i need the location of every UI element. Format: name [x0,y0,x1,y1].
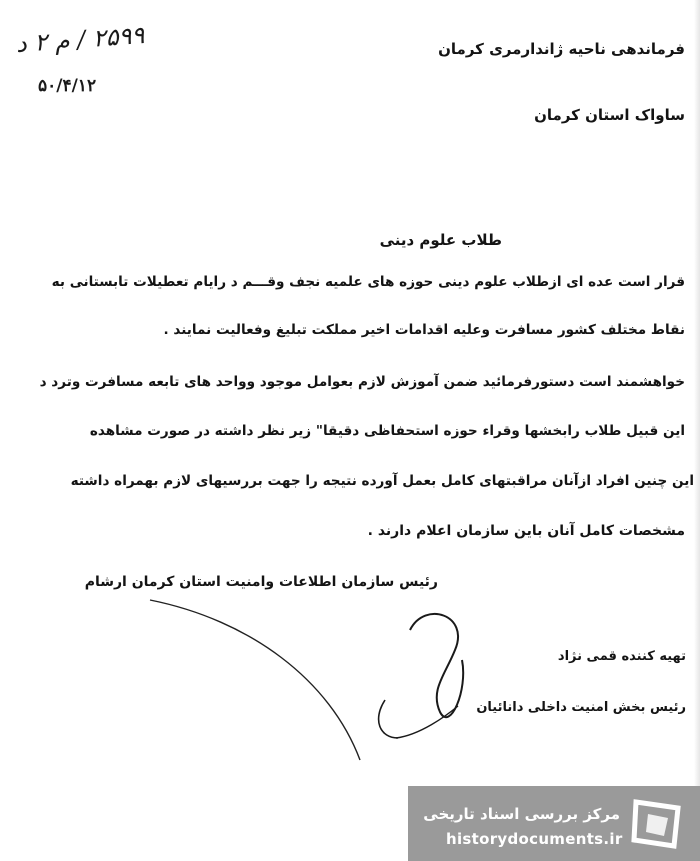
scan-edge [694,0,700,861]
body-line-4: این قبیل طلاب رابخشها وقراء حوزه استحفاظی دقیقا" زیر نظر داشته در صورت مشاهده [89,423,685,439]
body-line-6: مشخصات کامل آنان باین سازمان اعلام دارند . [367,523,685,539]
body-line-5: این چنین افراد ازآنان مراقبتهای کامل بعمل آورده نتیجه را جهت بررسیهای لازم بهمراه داشته [70,473,694,489]
body-line-1: قرار است عده ای ازطلاب علوم دینی حوزه های علمیه نجف وقـــم د رایام تعطیلات تابستانی به [51,274,685,290]
watermark-title: مرکز بررسی اسناد تاریخی [423,805,620,823]
subject-line: طلاب علوم دینی [379,231,502,249]
document-number: ۲۵۹۹ / م ۲ د [15,21,146,58]
archive-logo-icon [628,796,688,852]
recipient-line: ساواک استان کرمان [534,106,685,124]
sender-line: فرماندهی ناحیه ژاندارمری کرمان [438,40,685,58]
watermark-url: historydocuments.ir [446,830,623,848]
body-line-2: نقاط مختلف کشور مسافرت وعلیه اقدامات اخیر مملکت تبلیغ وفعالیت نمایند . [163,322,685,338]
internal-security-head-line: رئیس بخش امنیت داخلی دانائیان [476,700,686,715]
body-line-3: خواهشمند است دستورفرمائید ضمن آموزش لازم بعوامل موجود وواحد های تابعه مسافرت وترد د [39,374,685,390]
document-date: ۵۰/۴/۱۲ [38,76,97,96]
signatory-title: رئیس سازمان اطلاعات وامنیت استان کرمان ارشام [84,574,438,590]
prepared-by-line: تهیه کننده قمی نژاد [557,649,686,664]
